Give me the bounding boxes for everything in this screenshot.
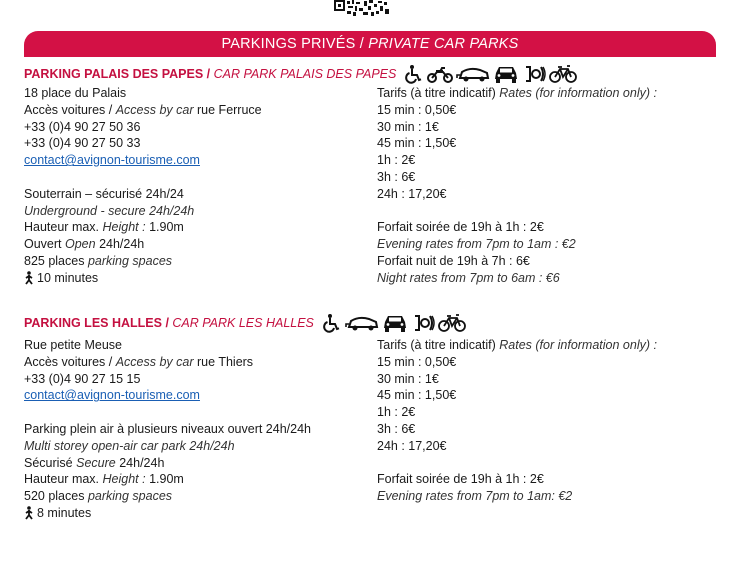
rates-title: Tarifs (à titre indicatif) Rates (for information only) :	[377, 86, 657, 100]
rate-item: 3h : 6€	[377, 421, 416, 436]
rate-item: 15 min : 0,50€	[377, 102, 457, 117]
rate-item: 15 min : 0,50€	[377, 354, 457, 369]
address: 18 place du Palais	[24, 86, 127, 100]
night-rate: Forfait nuit de 19h à 7h : 6€	[377, 253, 530, 268]
parking-palais-title-fr: PARKING PALAIS DES PAPES /	[24, 67, 211, 81]
phone-number: +33 (0)4 90 27 15 15	[24, 371, 141, 386]
walking-time: 10 minutes	[24, 270, 98, 287]
night-rate-en: Night rates from 7pm to 6am : €6	[377, 270, 560, 285]
walking-time: 8 minutes	[24, 505, 91, 522]
parking-palais-title	[24, 64, 577, 84]
parking-type: Parking plein air à plusieurs niveaux ouvert 24h/24h	[24, 421, 311, 436]
max-height: Hauteur max. Height : 1.90m	[24, 472, 184, 487]
parking-halles-title-en: CAR PARK LES HALLES	[172, 316, 314, 330]
parking-halles-rates	[377, 337, 657, 505]
parking-palais-rates	[377, 85, 657, 287]
evening-rate-en: Evening rates from 7pm to 1am: €2	[377, 489, 573, 504]
wheelchair-icon	[322, 313, 342, 333]
rate-item: 1h : 2€	[377, 405, 416, 420]
parking-halles-info	[24, 337, 311, 525]
rate-item: 30 min : 1€	[377, 371, 439, 386]
car-access: Accès voitures / Access by car rue Ferruce	[24, 102, 262, 117]
email-link[interactable]: contact@avignon-tourisme.com	[24, 153, 200, 168]
section-banner	[24, 31, 716, 57]
phone-number: +33 (0)4 90 27 50 36	[24, 119, 141, 134]
parking-palais-title-en: CAR PARK PALAIS DES PAPES	[213, 67, 397, 81]
rate-item: 24h : 17,20€	[377, 186, 447, 201]
parking-palais-info	[24, 85, 262, 290]
parking-type-en: Multi storey open-air car park 24h/24h	[24, 438, 235, 453]
parking-halles-title-fr: PARKING LES HALLES /	[24, 316, 169, 330]
opening-hours: Ouvert Open 24h/24h	[24, 237, 145, 252]
parking-palais-amenities	[404, 64, 577, 84]
rate-item: 30 min : 1€	[377, 119, 439, 134]
car-icon	[493, 64, 519, 84]
pedestrian-icon	[24, 271, 34, 285]
phone-number: +33 (0)4 90 27 50 33	[24, 136, 141, 151]
pedestrian-icon	[24, 506, 34, 520]
car-access: Accès voitures / Access by car rue Thiers	[24, 354, 254, 369]
cash-icon	[411, 313, 435, 333]
qr-code-icon	[334, 0, 390, 16]
rate-item: 3h : 6€	[377, 169, 416, 184]
capacity: 520 places parking spaces	[24, 489, 173, 504]
security: Sécurisé Secure 24h/24h	[24, 455, 165, 470]
evening-rate-en: Evening rates from 7pm to 1am : €2	[377, 237, 576, 252]
rate-item: 24h : 17,20€	[377, 438, 447, 453]
banner-title-en: PRIVATE CAR PARKS	[368, 36, 519, 52]
parking-halles-amenities	[322, 313, 466, 333]
address: Rue petite Meuse	[24, 338, 122, 352]
motorcycle-icon	[427, 64, 453, 84]
parking-halles-title	[24, 313, 466, 333]
electric-car-icon	[456, 64, 490, 84]
max-height: Hauteur max. Height : 1.90m	[24, 220, 184, 235]
cash-icon	[522, 64, 546, 84]
electric-car-icon	[345, 313, 379, 333]
capacity: 825 places parking spaces	[24, 253, 173, 268]
email-link[interactable]: contact@avignon-tourisme.com	[24, 388, 200, 403]
rate-item: 1h : 2€	[377, 153, 416, 168]
rate-item: 45 min : 1,50€	[377, 388, 457, 403]
rate-item: 45 min : 1,50€	[377, 136, 457, 151]
rates-title: Tarifs (à titre indicatif) Rates (for information only) :	[377, 338, 657, 352]
evening-rate: Forfait soirée de 19h à 1h : 2€	[377, 472, 544, 487]
banner-title-fr: PARKINGS PRIVÉS /	[221, 36, 364, 52]
evening-rate: Forfait soirée de 19h à 1h : 2€	[377, 220, 544, 235]
parking-type-en: Underground - secure 24h/24h	[24, 203, 195, 218]
bicycle-icon	[549, 64, 577, 84]
wheelchair-icon	[404, 64, 424, 84]
parking-type: Souterrain – sécurisé 24h/24	[24, 186, 184, 201]
bicycle-icon	[438, 313, 466, 333]
car-icon	[382, 313, 408, 333]
